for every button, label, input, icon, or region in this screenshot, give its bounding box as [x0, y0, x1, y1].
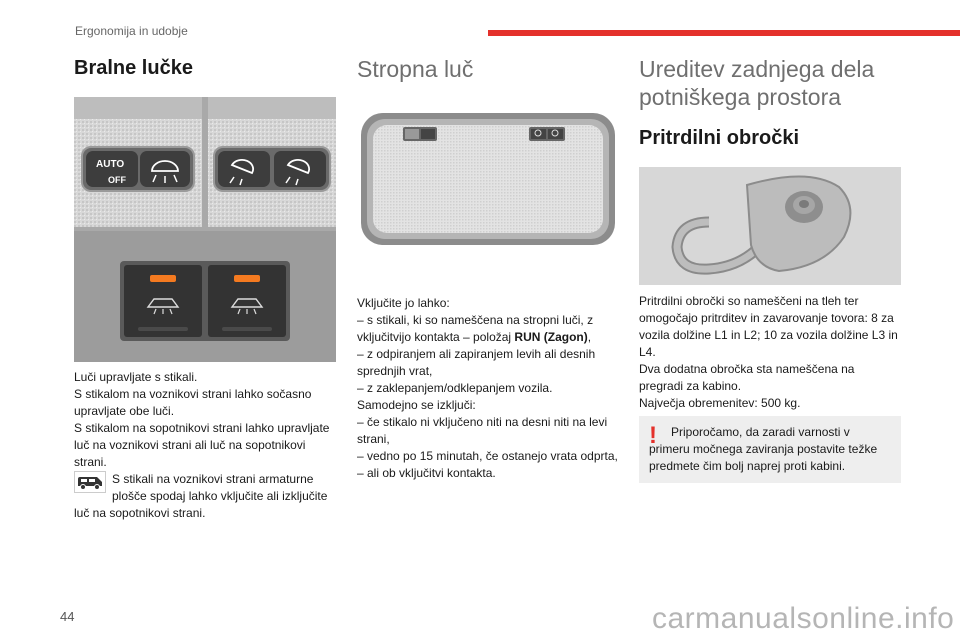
anchor-rings-p2: Dva dodatna obročka sta nameščena na pregradi za kabino.: [639, 362, 855, 393]
page-number: 44: [60, 609, 75, 624]
ceiling-light-b1: [357, 312, 619, 346]
run-position-label: RUN (Zagon): [514, 330, 588, 344]
ceiling-light-b1-text: – s stikali, ki so nameščena na stropni luči, z vključitvijo kontakta – položaj: [357, 313, 594, 344]
anchor-rings-p3: Največja obremenitev: 500 kg.: [639, 396, 801, 410]
ceiling-light-illustration: [357, 111, 619, 251]
warning-icon: !: [649, 422, 657, 449]
warning-text-content: Priporočamo, da zaradi varnosti v primeru močnega zaviranja postavite težke predmete čim bolj naprej proti kabini.: [649, 425, 878, 473]
reading-lights-title: Bralne lučke: [74, 57, 193, 79]
ceiling-light-auto-off: Samodejno se izključi:: [357, 398, 476, 412]
column-rear-passenger: [639, 55, 901, 483]
watermark: carmanualsonline.info: [652, 602, 955, 635]
anchor-ring-illustration: [639, 167, 901, 285]
rear-passenger-title: Ureditev zadnjega dela potniškega prostora: [639, 56, 875, 110]
switch-auto-label: AUTO: [96, 159, 125, 170]
ceiling-light-intro: Vključite jo lahko:: [357, 296, 450, 310]
anchor-rings-title: Pritrdilni obročki: [639, 127, 800, 149]
reading-lights-p3: S stikalom na sopotnikovi strani lahko upravljate luč na voznikovi strani ali luč na sopotnikovi strani.: [74, 421, 330, 469]
reading-lights-p2: S stikalom na voznikovi strani lahko sočasno upravljate obe luči.: [74, 387, 312, 418]
van-icon: [74, 471, 106, 493]
ceiling-light-title: Stropna luč: [357, 56, 474, 82]
reading-lights-illustration: [74, 97, 336, 362]
ceiling-light-b5: – vedno po 15 minutah, če ostanejo vrata odprta,: [357, 449, 618, 463]
reading-lights-p4-wrap: [74, 471, 336, 522]
ceiling-light-b1-end: ,: [587, 330, 592, 344]
column-ceiling-light: [357, 55, 619, 482]
switch-off-label: OFF: [108, 175, 126, 185]
reading-lights-p1: Luči upravljate s stikali.: [74, 370, 198, 384]
column-reading-lights: [74, 55, 336, 522]
ceiling-light-b2: – z odpiranjem ali zapiranjem levih ali desnih sprednjih vrat,: [357, 347, 596, 378]
ceiling-light-b4: – če stikalo ni vključeno niti na desni niti na levi strani,: [357, 415, 608, 446]
warning-notice: [639, 416, 901, 483]
anchor-rings-p1: Pritrdilni obročki so nameščeni na tleh ter omogočajo pritrditev in zavarovanje tovora: 8 za vozila dolžine L1 in L2; 10 za vozila dolžine L3 in L4.: [639, 294, 898, 359]
warning-text: [649, 424, 893, 475]
ceiling-light-b3: – z zaklepanjem/odklepanjem vozila.: [357, 381, 553, 395]
section-header: Ergonomija in udobje: [75, 24, 188, 38]
reading-lights-p4: S stikali na voznikovi strani armaturne plošče spodaj lahko vključite ali izključite luč na sopotnikovi strani.: [74, 472, 328, 520]
header-accent-bar: [488, 30, 960, 36]
ceiling-light-b6: – ali ob vključitvi kontakta.: [357, 466, 496, 480]
